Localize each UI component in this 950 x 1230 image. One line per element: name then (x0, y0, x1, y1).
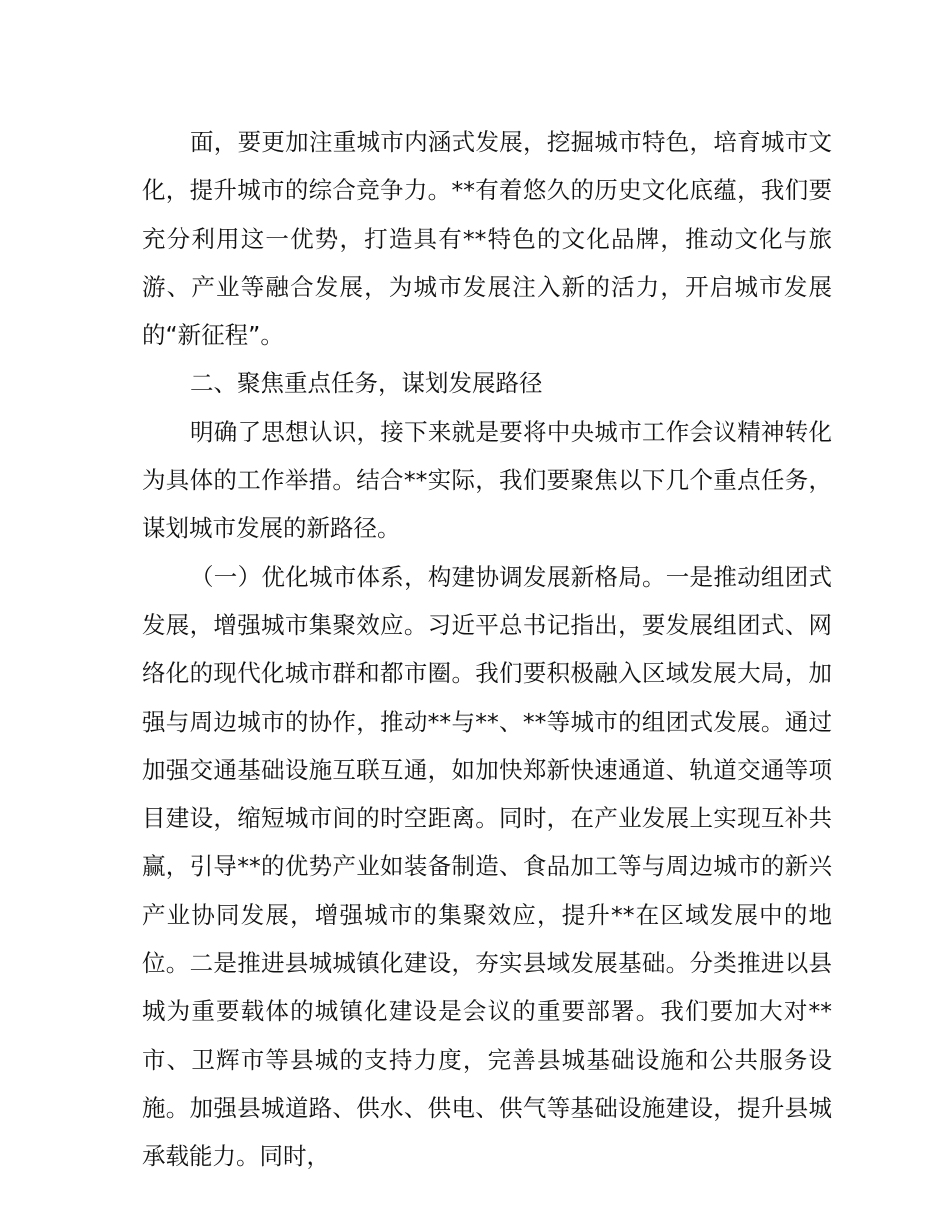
paragraph-subsection-one: （一）优化城市体系，构建协调发展新格局。一是推动组团式发展，增强城市集聚效应。习近平总书记指出，要发展组团式、网络化的现代化城市群和都市圈。我们要积极融入区域发展大局，加强与周边城市的协作，推动**与**、**等城市的组团式发展。通过加强交通基础设施互联互通，如加快郑新快速通道、轨道交通等项目建设，缩短城市间的时空距离。同时，在产业发展上实现互补共赢，引导**的优势产业如装备制造、食品加工等与周边城市的新兴产业协同发展，增强城市的集聚效应，提升**在区域发展中的地位。二是推进县城城镇化建设，夯实县域发展基础。分类推进以县城为重要载体的城镇化建设是会议的重要部署。我们要加大对**市、卫辉市等县城的支持力度，完善县城基础设施和公共服务设施。加强县城道路、供水、供电、供气等基础设施建设，提升县城承载能力。同时， (142, 562, 832, 1171)
document-body (142, 118, 832, 1181)
paragraph-intro: 明确了思想认识，接下来就是要将中央城市工作会议精神转化为具体的工作举措。结合**实际，我们要聚焦以下几个重点任务，谋划城市发展的新路径。 (142, 417, 832, 543)
paragraph-continued: 面，要更加注重城市内涵式发展，挖掘城市特色，培育城市文化，提升城市的综合竞争力。**有着悠久的历史文化底蕴，我们要充分利用这一优势，打造具有**特色的文化品牌，推动文化与旅游、产业等融合发展，为城市发展注入新的活力，开启城市发展的“新征程”。 (142, 128, 832, 350)
section-heading: 二、聚焦重点任务，谋划发展路径 (190, 369, 543, 398)
